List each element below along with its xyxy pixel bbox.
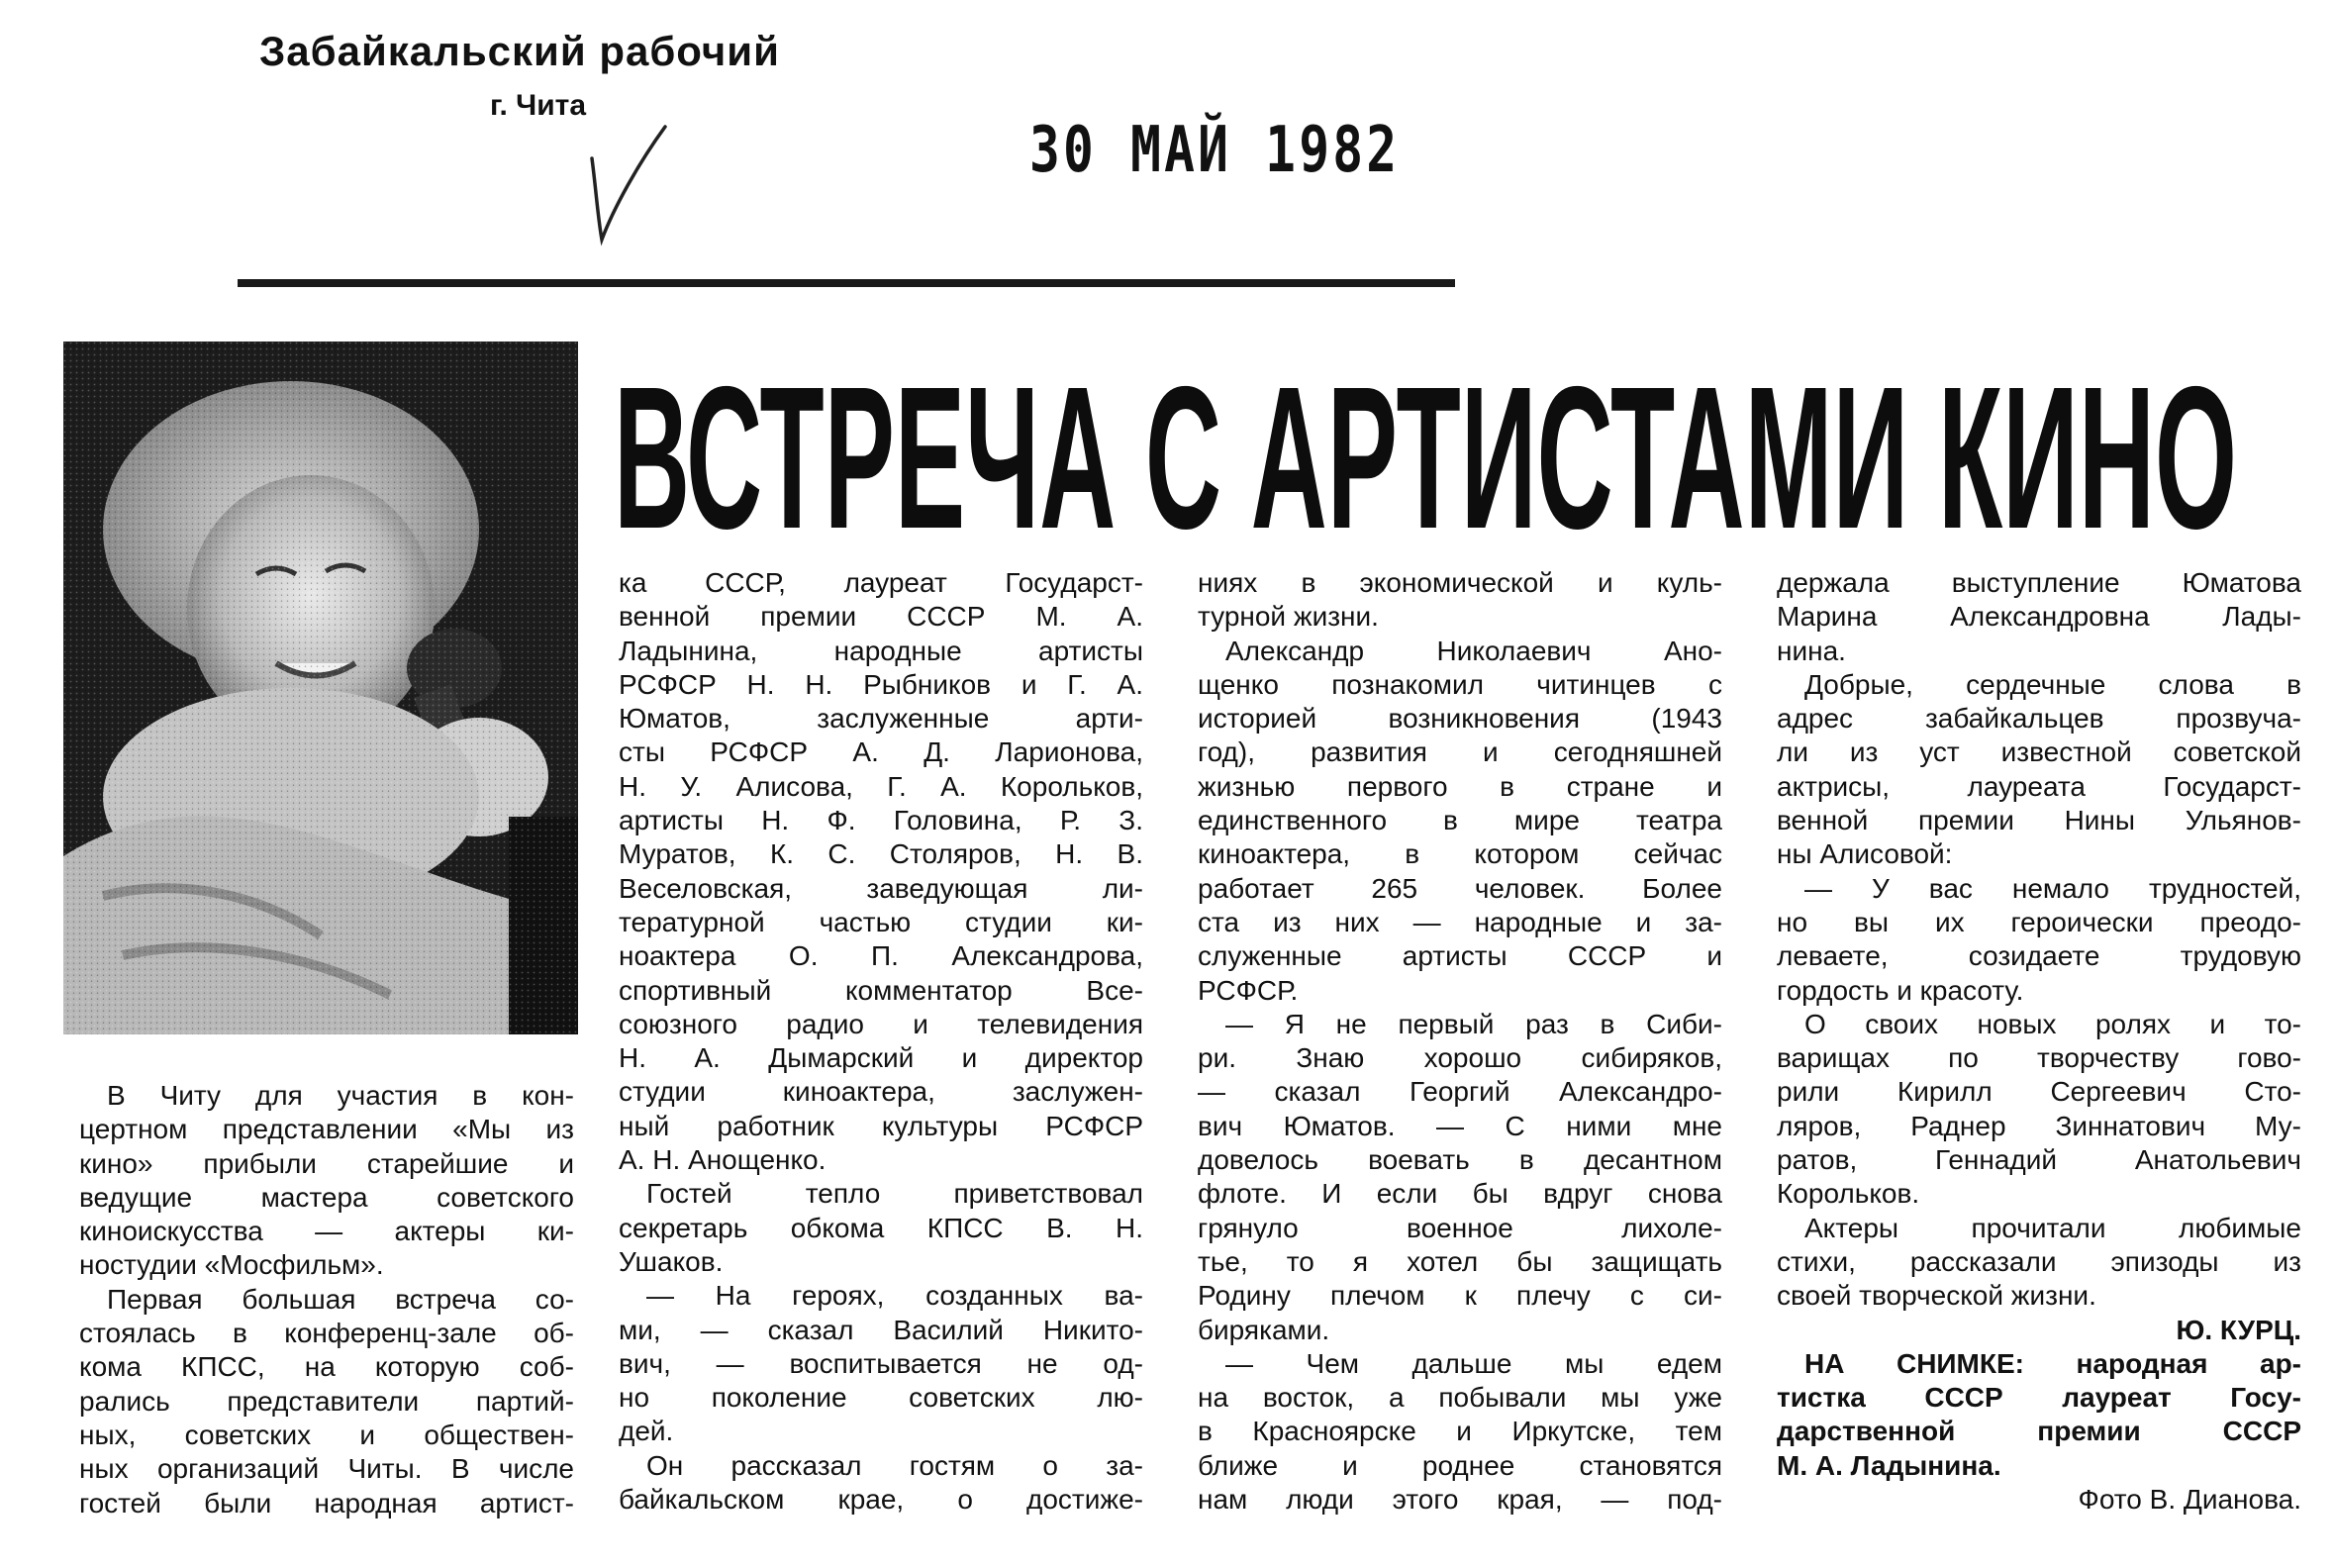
text-line: Н. А. Дымарский и директор: [619, 1042, 1143, 1074]
text-line: Муратов, К. С. Столяров, Н. В.: [619, 838, 1143, 870]
text-line: актрисы, лауреата Государст-: [1777, 770, 2301, 802]
article-column-3: [1198, 566, 1722, 1517]
text-line: грянуло военное лихоле-: [1198, 1212, 1722, 1243]
text-line: В Читу для участия в кон-: [107, 1080, 574, 1111]
text-line: вич, — воспитывается не од-: [619, 1347, 1143, 1379]
text-line: — У вас немало трудностей,: [1804, 872, 2301, 904]
text-line: Марина Александровна Лады-: [1777, 601, 2301, 633]
text-line: Корольков.: [1777, 1178, 1920, 1210]
article-column-2: [619, 566, 1143, 1517]
text-line: Александр Николаевич Ано-: [1225, 635, 1722, 666]
text-line: леваете, созидаете трудовую: [1777, 940, 2301, 972]
text-line: ностудии «Мосфильм».: [79, 1249, 384, 1281]
text-line: ли из уст известной советской: [1777, 736, 2301, 768]
text-line: ный работник культуры РСФСР: [619, 1110, 1143, 1141]
text-line: стихи, рассказали эпизоды из: [1777, 1245, 2301, 1277]
text-line: ляров, Раднер Зиннатович Му-: [1777, 1110, 2301, 1141]
text-line: гордость и красоту.: [1777, 974, 2024, 1006]
text-line: — Я не первый раз в Сиби-: [1225, 1008, 1722, 1039]
text-line: нина.: [1777, 635, 1846, 666]
text-line: рили Кирилл Сергеевич Сто-: [1777, 1076, 2301, 1108]
text-line: кино» прибыли старейшие и: [79, 1147, 574, 1179]
text-line: год), развития и сегодняшней: [1198, 736, 1722, 768]
text-line: вич Юматов. — С ними мне: [1198, 1110, 1722, 1141]
text-line: на восток, а побывали мы уже: [1198, 1382, 1722, 1414]
text-line: Родину плечом к плечу с си-: [1198, 1280, 1722, 1312]
text-line: гостей были народная артист-: [79, 1487, 574, 1519]
headline-text: ВСТРЕЧА С АРТИСТАМИ КИНО: [614, 344, 2237, 562]
text-line: ноактера О. П. Александрова,: [619, 940, 1143, 972]
text-line: Гостей тепло приветствовал: [646, 1178, 1143, 1210]
text-line: спортивный комментатор Все-: [619, 974, 1143, 1006]
text-line: Ушаков.: [619, 1245, 724, 1277]
text-line: ближе и роднее становятся: [1198, 1449, 1722, 1481]
text-line: но вы их героически преодо-: [1777, 906, 2301, 937]
text-line: ри. Знаю хорошо сибиряков,: [1198, 1042, 1722, 1074]
photo-caption-line: М. А. Ладынина.: [1777, 1449, 2001, 1481]
handwritten-checkmark-icon: [584, 119, 673, 247]
text-line: варищах по творчеству гово-: [1777, 1042, 2301, 1074]
text-line: ведущие мастера советского: [79, 1181, 574, 1213]
text-line: кома КПСС, на которую соб-: [79, 1351, 574, 1383]
text-line: ка СССР, лауреат Государст-: [619, 567, 1143, 598]
text-line: РСФСР.: [1198, 974, 1299, 1006]
text-line: довелось воевать в десантном: [1198, 1144, 1722, 1176]
text-line: стоялась в конференц-зале об-: [79, 1318, 574, 1349]
text-line: но поколение советских лю-: [619, 1382, 1143, 1414]
date-stamp: 30 МАЙ 1982: [1029, 114, 1401, 187]
text-line: служенные артисты СССР и: [1198, 940, 1722, 972]
photo-caption-line: НА СНИМКЕ: народная ар-: [1804, 1347, 2301, 1379]
text-line: дей.: [619, 1416, 674, 1447]
article-column-1: [79, 1079, 574, 1520]
text-line: венной премии Нины Ульянов-: [1777, 805, 2301, 836]
text-line: Первая большая встреча со-: [107, 1283, 574, 1315]
text-line: Он рассказал гостям о за-: [646, 1449, 1143, 1481]
text-line: байкальском крае, о достиже-: [619, 1484, 1143, 1516]
text-line: РСФСР Н. Н. Рыбников и Г. А.: [619, 668, 1143, 700]
text-line: сты РСФСР А. Д. Ларионова,: [619, 736, 1143, 768]
text-line: биряками.: [1198, 1314, 1330, 1345]
text-line: ста из них — народные и за-: [1198, 906, 1722, 937]
text-line: щенко познакомил читинцев с: [1198, 668, 1722, 700]
text-line: историей возникновения (1943: [1198, 703, 1722, 735]
text-line: киноактера, в котором сейчас: [1198, 838, 1722, 870]
text-line: А. Н. Анощенко.: [619, 1144, 827, 1176]
text-line: киноискусства — актеры ки-: [79, 1216, 574, 1247]
text-line: ны Алисовой:: [1777, 838, 1953, 870]
text-line: Н. У. Алисова, Г. А. Корольков,: [619, 770, 1143, 802]
text-line: турной жизни.: [1198, 601, 1379, 633]
text-line: рались представители партий-: [79, 1385, 574, 1417]
text-line: студии киноактера, заслужен-: [619, 1076, 1143, 1108]
photo-caption-line: тистка СССР лауреат Госу-: [1777, 1382, 2301, 1414]
article-headline: [614, 325, 2237, 562]
text-line: О своих новых ролях и то-: [1804, 1008, 2301, 1039]
photo-credit: Фото В. Дианова.: [2078, 1484, 2301, 1516]
text-line: Ладынина, народные артисты: [619, 635, 1143, 666]
text-line: — На героях, созданных ва-: [646, 1280, 1143, 1312]
text-line: ных организаций Читы. В числе: [79, 1453, 574, 1485]
text-line: союзного радио и телевидения: [619, 1008, 1143, 1039]
text-line: держала выступление Юматова: [1777, 567, 2301, 598]
text-line: ных, советских и обществен-: [79, 1419, 574, 1450]
text-line: венной премии СССР М. А.: [619, 601, 1143, 633]
text-line: флоте. И если бы вдруг снова: [1198, 1178, 1722, 1210]
text-line: Юматов, заслуженные арти-: [619, 703, 1143, 735]
text-line: Веселовская, заведующая ли-: [619, 872, 1143, 904]
text-line: в Красноярске и Иркутске, тем: [1198, 1416, 1722, 1447]
text-line: тературной частью студии ки-: [619, 906, 1143, 937]
text-line: Актеры прочитали любимые: [1804, 1212, 2301, 1243]
header-divider: [238, 279, 1455, 287]
author-signature: Ю. КУРЦ.: [2176, 1314, 2301, 1345]
text-line: ратов, Геннадий Анатольевич: [1777, 1144, 2301, 1176]
text-line: ми, — сказал Василий Никито-: [619, 1314, 1143, 1345]
text-line: ниях в экономической и куль-: [1198, 567, 1722, 598]
newspaper-source: Забайкальский рабочий: [259, 28, 780, 74]
text-line: работает 265 человек. Более: [1198, 872, 1722, 904]
text-line: нам люди этого края, — под-: [1198, 1484, 1722, 1516]
text-line: своей творческой жизни.: [1777, 1280, 2096, 1312]
photo-caption-line: дарственной премии СССР: [1777, 1416, 2301, 1447]
text-line: единственного в мире театра: [1198, 805, 1722, 836]
text-line: артисты Н. Ф. Головина, Р. З.: [619, 805, 1143, 836]
city-label: г. Чита: [490, 89, 587, 122]
photo-image: [63, 342, 578, 1034]
text-line: — Чем дальше мы едем: [1225, 1347, 1722, 1379]
text-line: цертном представлении «Мы из: [79, 1114, 574, 1145]
text-line: Добрые, сердечные слова в: [1804, 668, 2301, 700]
text-line: секретарь обкома КПСС В. Н.: [619, 1212, 1143, 1243]
text-line: жизнью первого в стране и: [1198, 770, 1722, 802]
article-photo: [63, 342, 578, 1034]
text-line: тье, то я хотел бы защищать: [1198, 1245, 1722, 1277]
text-line: — сказал Георгий Александро-: [1198, 1076, 1722, 1108]
article-column-4: [1777, 566, 2301, 1517]
text-line: адрес забайкальцев прозвуча-: [1777, 703, 2301, 735]
